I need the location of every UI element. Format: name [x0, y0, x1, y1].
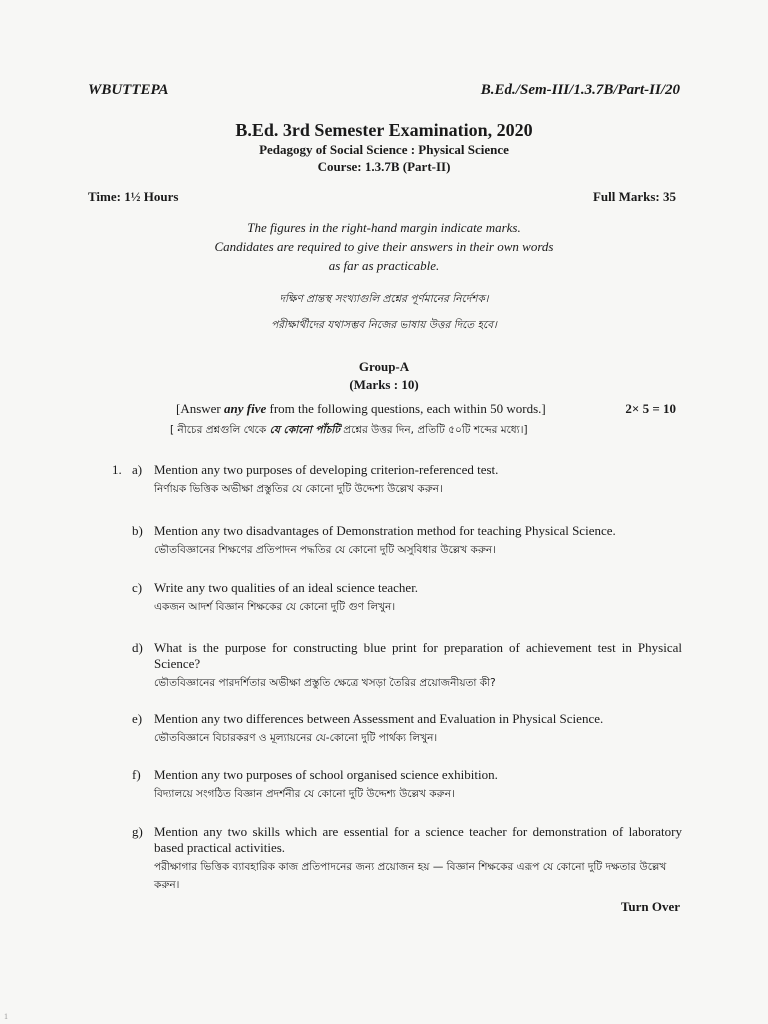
question-body: [154, 640, 682, 692]
group-marks: (Marks : 10): [349, 377, 419, 392]
question-letter: b): [132, 523, 143, 538]
corner-mark: 1: [4, 1012, 8, 1021]
question-body: [154, 711, 682, 747]
question-text-bn: ভৌতবিজ্ঞানের শিক্ষণের প্রতিপাদন পদ্ধতির যে কোনো দুটি অসুবিধার উল্লেখ করুন।: [154, 544, 496, 556]
question-body: [154, 462, 682, 498]
question-number: 1.: [112, 462, 122, 477]
answer-instruction-post: from the following questions, each within 50 words.]: [266, 401, 546, 416]
answer-instruction-pre: [Answer: [176, 401, 225, 416]
question-text: Mention any two differences between Assessment and Evaluation in Physical Science.: [154, 711, 604, 726]
answer-instruction-bn-emphasis: যে কোনো পাঁচটি: [269, 424, 340, 436]
question-text: What is the purpose for constructing blue print for preparation of achievement test in Physical Science?: [154, 640, 682, 671]
question-text-bn: নির্ণায়ক ভিত্তিক অভীক্ষা প্রস্তুতির যে কোনো দুটি উদ্দেশ্য উল্লেখ করুন।: [154, 483, 443, 495]
full-marks: Full Marks: 35: [592, 189, 676, 204]
answer-instruction: [176, 401, 546, 417]
question-text: Write any two qualities of an ideal science teacher.: [154, 580, 419, 595]
question-text-bn: ভৌতবিজ্ঞানের পারদর্শিতার অভীক্ষা প্রস্তুতি ক্ষেত্রে খসড়া তৈরির প্রয়োজনীয়তা কী?: [154, 677, 496, 689]
question-body: [154, 767, 682, 803]
question-body: [154, 824, 682, 894]
exam-time: Time: 1½ Hours: [88, 189, 179, 204]
instruction-line-bn: পরীক্ষার্থীদের যথাসম্ভব নিজের ভাষায় উত্তর দিতে হবে।: [271, 319, 497, 331]
answer-marks: 2× 5 = 10: [625, 401, 676, 416]
question-text-bn: একজন আদর্শ বিজ্ঞান শিক্ষকের যে কোনো দুটি গুণ লিখুন।: [154, 601, 396, 613]
question-letter: a): [132, 462, 143, 477]
instruction-line: Candidates are required to give their answers in their own words: [214, 239, 554, 254]
answer-instruction-bn: [170, 423, 528, 440]
question-text: Mention any two purposes of school organised science exhibition.: [154, 767, 498, 782]
question-letter: e): [132, 711, 143, 726]
question-letter: d): [132, 640, 143, 655]
question-letter: f): [132, 767, 141, 782]
answer-instruction-bn-pre: [ নীচের প্রশ্নগুলি থেকে: [170, 424, 270, 436]
exam-title: B.Ed. 3rd Semester Examination, 2020: [235, 120, 533, 140]
question-text-bn: ভৌতবিজ্ঞানে বিচারকরণ ও মূল্যায়নের যে-কোনো দুটি পার্থক্য লিখুন।: [154, 732, 438, 744]
instruction-line: as far as practicable.: [328, 258, 440, 273]
turn-over-label: Turn Over: [620, 899, 680, 914]
question-text: Mention any two purposes of developing criterion-referenced test.: [154, 462, 499, 477]
exam-subtitle: Pedagogy of Social Science : Physical Science: [259, 142, 509, 157]
question-text-bn: পরীক্ষাগার ভিত্তিক ব্যাবহারিক কাজ প্রতিপাদনের জন্য প্রয়োজন হয় — বিজ্ঞান শিক্ষকের এরূপ যে কোনো দুটি দক্ষতার উল্লেখ করুন।: [154, 861, 667, 891]
question-text-bn: বিদ্যালয়ে সংগঠিত বিজ্ঞান প্রদর্শনীর যে কোনো দুটি উদ্দেশ্য উল্লেখ করুন।: [154, 788, 455, 800]
question-letter: g): [132, 824, 143, 839]
exam-course: Course: 1.3.7B (Part-II): [317, 159, 451, 174]
question-body: [154, 523, 682, 559]
question-body: [154, 580, 682, 616]
question-text: Mention any two skills which are essential for a science teacher for demonstration of laboratory based practical activities.: [154, 824, 682, 855]
instruction-line-bn: দক্ষিণ প্রান্তস্থ সংখ্যাগুলি প্রশ্নের পূর্ণমানের নির্দেশক।: [279, 293, 489, 305]
group-title: Group-A: [358, 359, 410, 374]
instruction-line: The figures in the right-hand margin indicate marks.: [247, 220, 521, 235]
header-board: WBUTTEPA: [88, 82, 169, 98]
answer-instruction-emphasis: any five: [224, 401, 267, 416]
answer-instruction-bn-post: প্রশ্নের উত্তর দিন, প্রতিটি ৫০টি শব্দের মধ্যে।]: [339, 424, 528, 436]
question-text: Mention any two disadvantages of Demonstration method for teaching Physical Science.: [154, 523, 616, 538]
header-paper-code: B.Ed./Sem-III/1.3.7B/Part-II/20: [480, 82, 680, 98]
question-letter: c): [132, 580, 143, 595]
